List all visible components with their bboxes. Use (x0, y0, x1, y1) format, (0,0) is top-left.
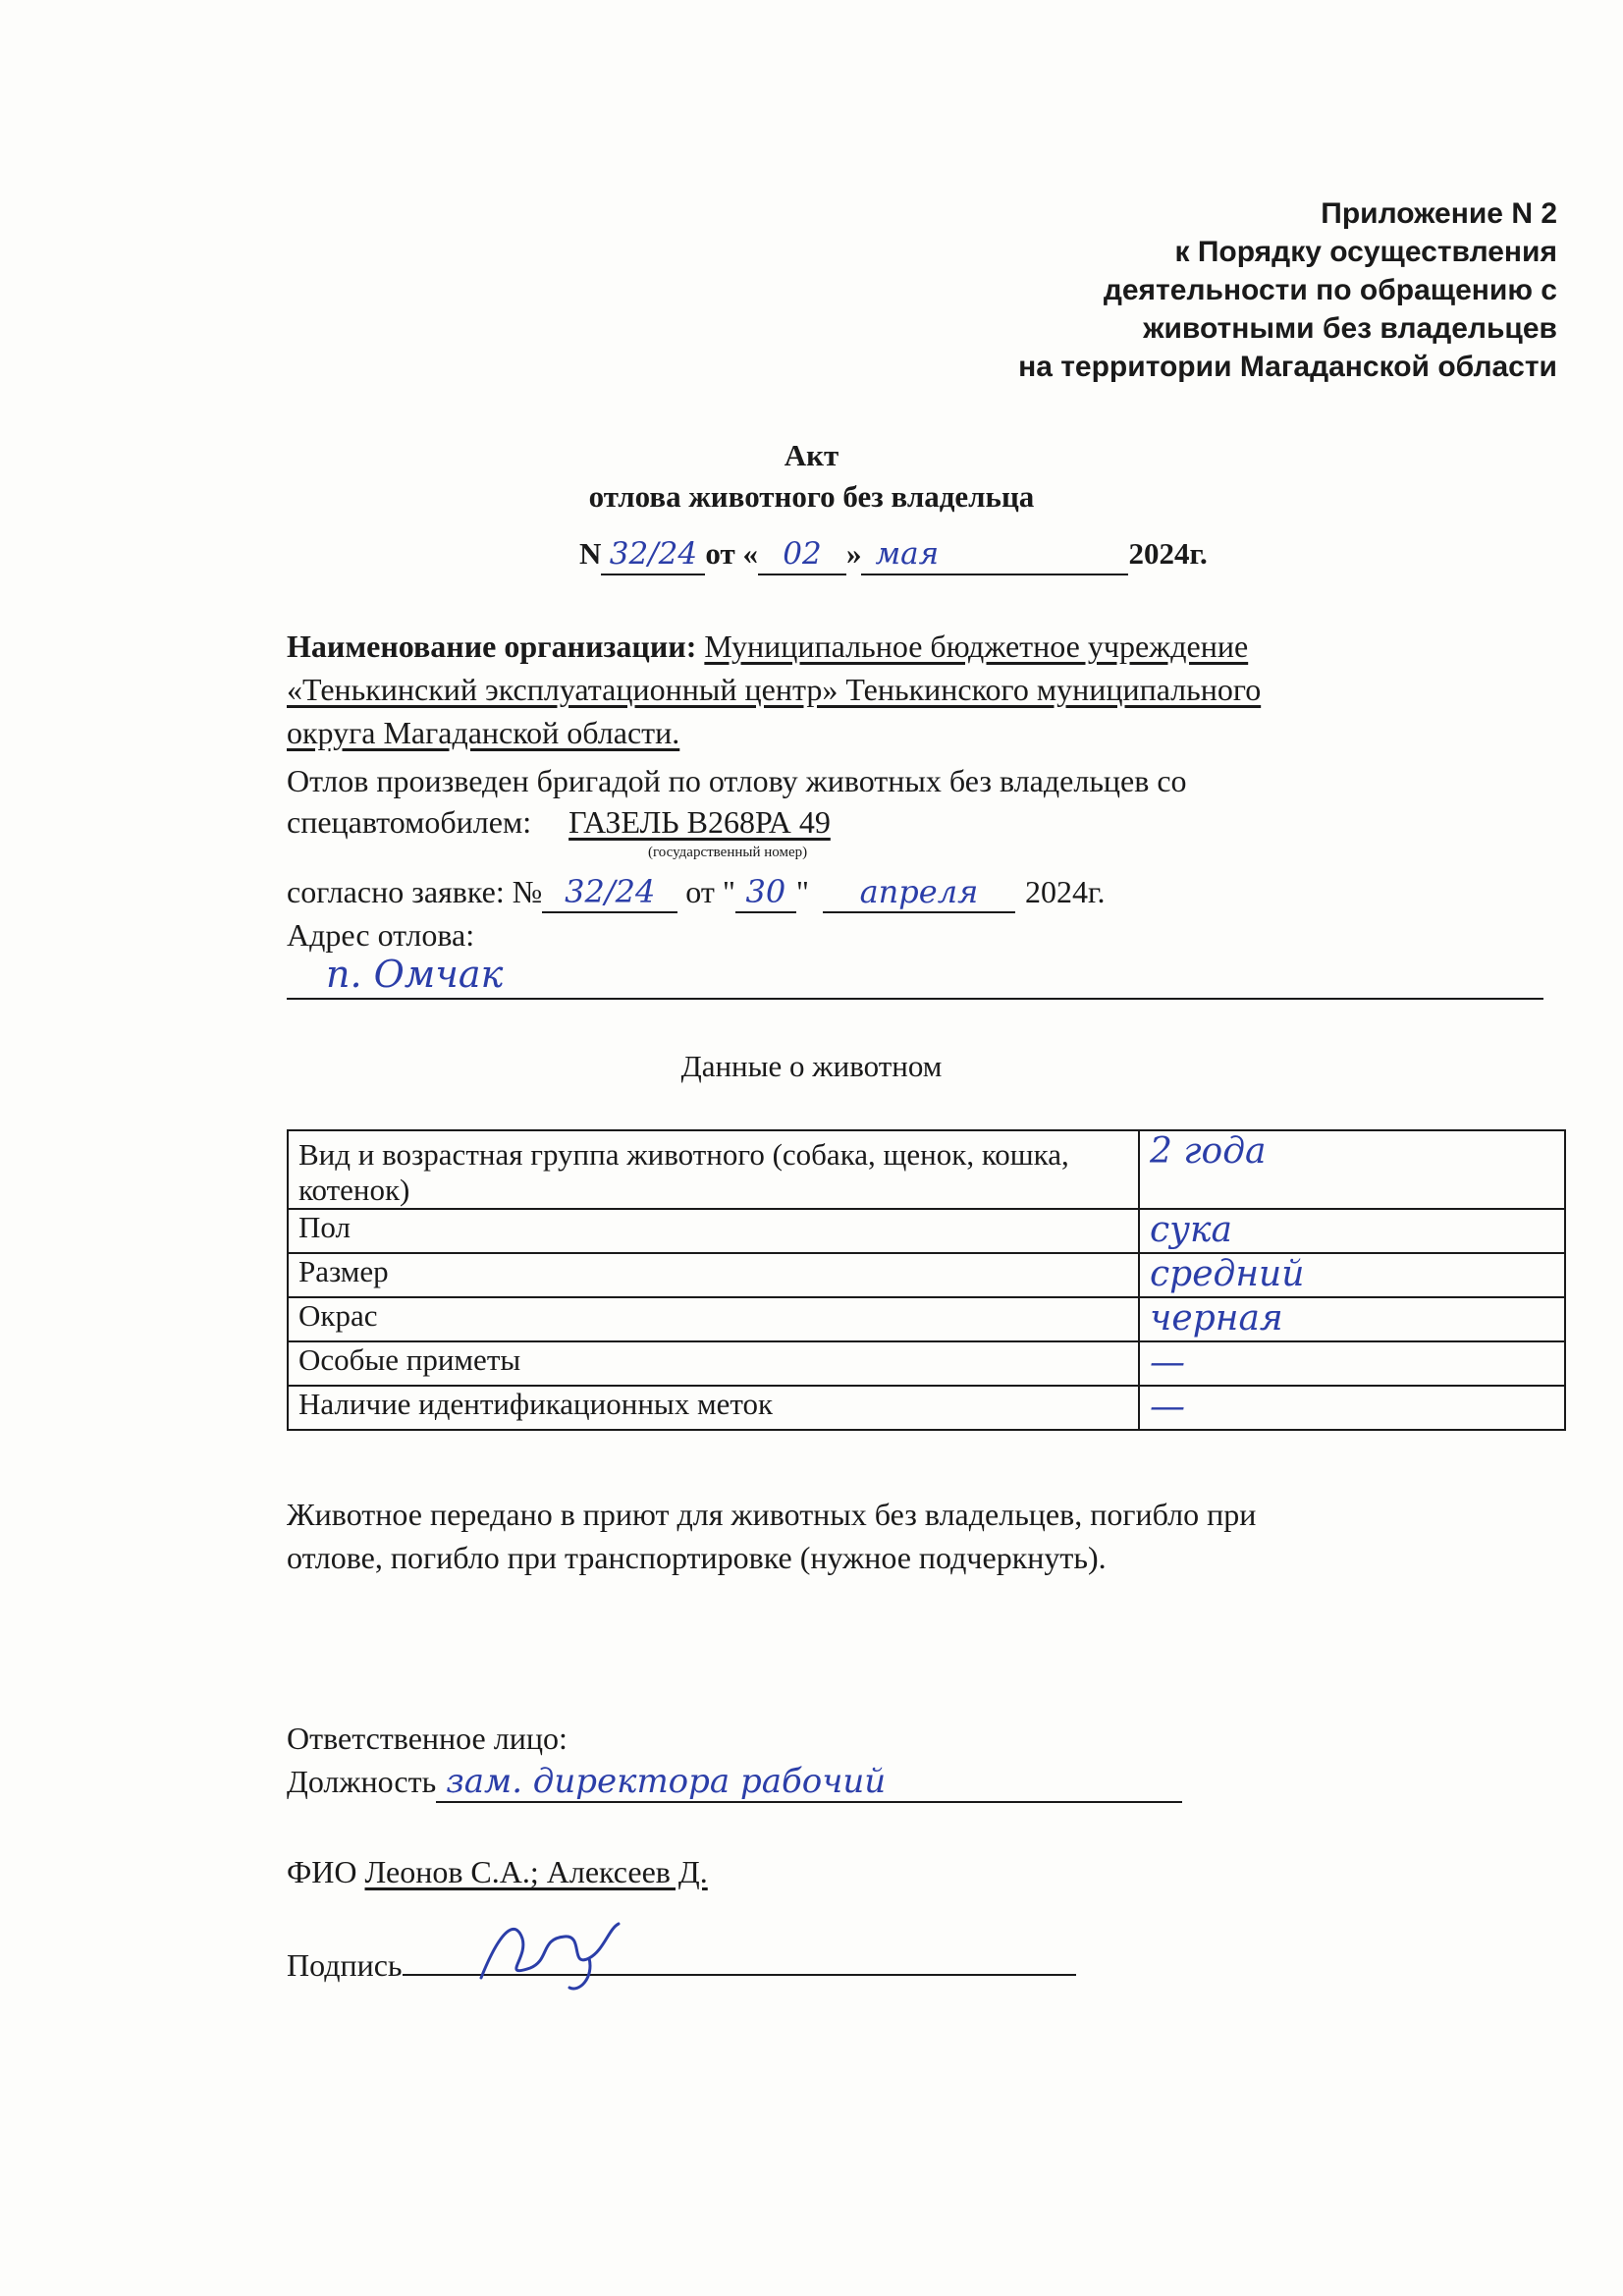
row-value: — (1139, 1386, 1565, 1430)
capture-line-1: Отлов произведен бригадой по отлову животных без владельцев со (287, 763, 1187, 798)
address-label: Адрес отлова: (287, 917, 475, 953)
vehicle-line (287, 802, 831, 842)
vehicle-label: спецавтомобилем: (287, 804, 532, 840)
request-number: 32/24 (542, 872, 677, 913)
annex-line-2: к Порядку осуществления (1174, 236, 1557, 268)
organization-name-1: Муниципальное бюджетное учреждение (704, 629, 1249, 664)
responsible-label: Ответственное лицо: (287, 1721, 568, 1756)
request-quote: " (795, 874, 809, 909)
request-year-suffix: г. (1087, 874, 1106, 909)
row-value: 2 года (1139, 1130, 1565, 1209)
row-label: Наличие идентификационных меток (288, 1386, 1139, 1430)
from-label: от « (705, 536, 758, 571)
animal-section-title: Данные о животном (680, 1049, 943, 1083)
document-subtitle: отлова животного без владельца (588, 479, 1035, 514)
fio-label: ФИО (287, 1854, 357, 1889)
transfer-line-1: Животное передано в приют для животных без владельцев, погибло при (287, 1497, 1257, 1532)
request-day: 30 (735, 872, 796, 913)
position-label: Должность (287, 1764, 437, 1799)
act-day-value: 02 (758, 534, 846, 575)
organization-line-1 (287, 627, 1248, 666)
annex-line-3: деятельности по обращению с (1103, 274, 1557, 306)
request-label: согласно заявке: № (287, 874, 543, 909)
act-month-value: мая (861, 534, 1128, 575)
table-row (288, 1341, 1565, 1386)
row-label: Окрас (288, 1297, 1139, 1341)
annex-line-1: Приложение N 2 (1321, 197, 1557, 230)
row-label: Размер (288, 1253, 1139, 1297)
transfer-line-2: отлове, погибло при транспортировке (нужное подчеркнуть). (287, 1540, 1107, 1575)
row-label: Пол (288, 1209, 1139, 1253)
row-label: Вид и возрастная группа животного (собака, щенок, кошка, котенок) (288, 1130, 1139, 1209)
vehicle-hint: (государственный номер) (648, 845, 808, 860)
organization-name-3: округа Магаданской области. (287, 715, 680, 750)
handwritten-signature (471, 1909, 638, 1997)
address-line (287, 951, 1543, 1000)
table-row (288, 1130, 1565, 1209)
address-value: п. Омчак (326, 953, 504, 996)
request-from: от " (677, 874, 735, 909)
table-row (288, 1386, 1565, 1430)
annex-line-4: животными без владельцев (1143, 312, 1557, 345)
animal-data-table (287, 1129, 1566, 1431)
table-row (288, 1297, 1565, 1341)
row-value: сука (1139, 1209, 1565, 1253)
table-row (288, 1209, 1565, 1253)
vehicle-value: ГАЗЕЛЬ В268РА 49 (568, 804, 831, 840)
day-close: » (845, 536, 862, 571)
request-line (287, 872, 1105, 913)
row-value: — (1139, 1341, 1565, 1386)
request-year: 2024 (1024, 874, 1088, 909)
annex-header (0, 194, 1623, 386)
row-label: Особые приметы (288, 1341, 1139, 1386)
row-value: черная (1139, 1297, 1565, 1341)
row-value: средний (1139, 1253, 1565, 1297)
number-prefix: N (579, 536, 602, 571)
document-title: Акт (784, 438, 839, 472)
organization-name-2: «Тенькинский эксплуатационный центр» Тенькинского муниципального (287, 672, 1262, 707)
annex-line-5: на территории Магаданской области (1018, 351, 1557, 383)
position-line (287, 1762, 1182, 1803)
request-month: апреля (823, 872, 1015, 913)
organization-label: Наименование организации: (287, 629, 697, 664)
fio-value: Леонов С.А.; Алексеев Д. (364, 1854, 708, 1889)
position-value: зам. директора рабочий (436, 1762, 1182, 1803)
signature-line (287, 1942, 1076, 1985)
signature-label: Подпись (287, 1947, 403, 1983)
act-number-line (579, 534, 1208, 575)
fio-line (287, 1852, 708, 1891)
act-number-value: 32/24 (601, 534, 705, 575)
act-year: 2024г. (1128, 536, 1208, 571)
table-row (288, 1253, 1565, 1297)
